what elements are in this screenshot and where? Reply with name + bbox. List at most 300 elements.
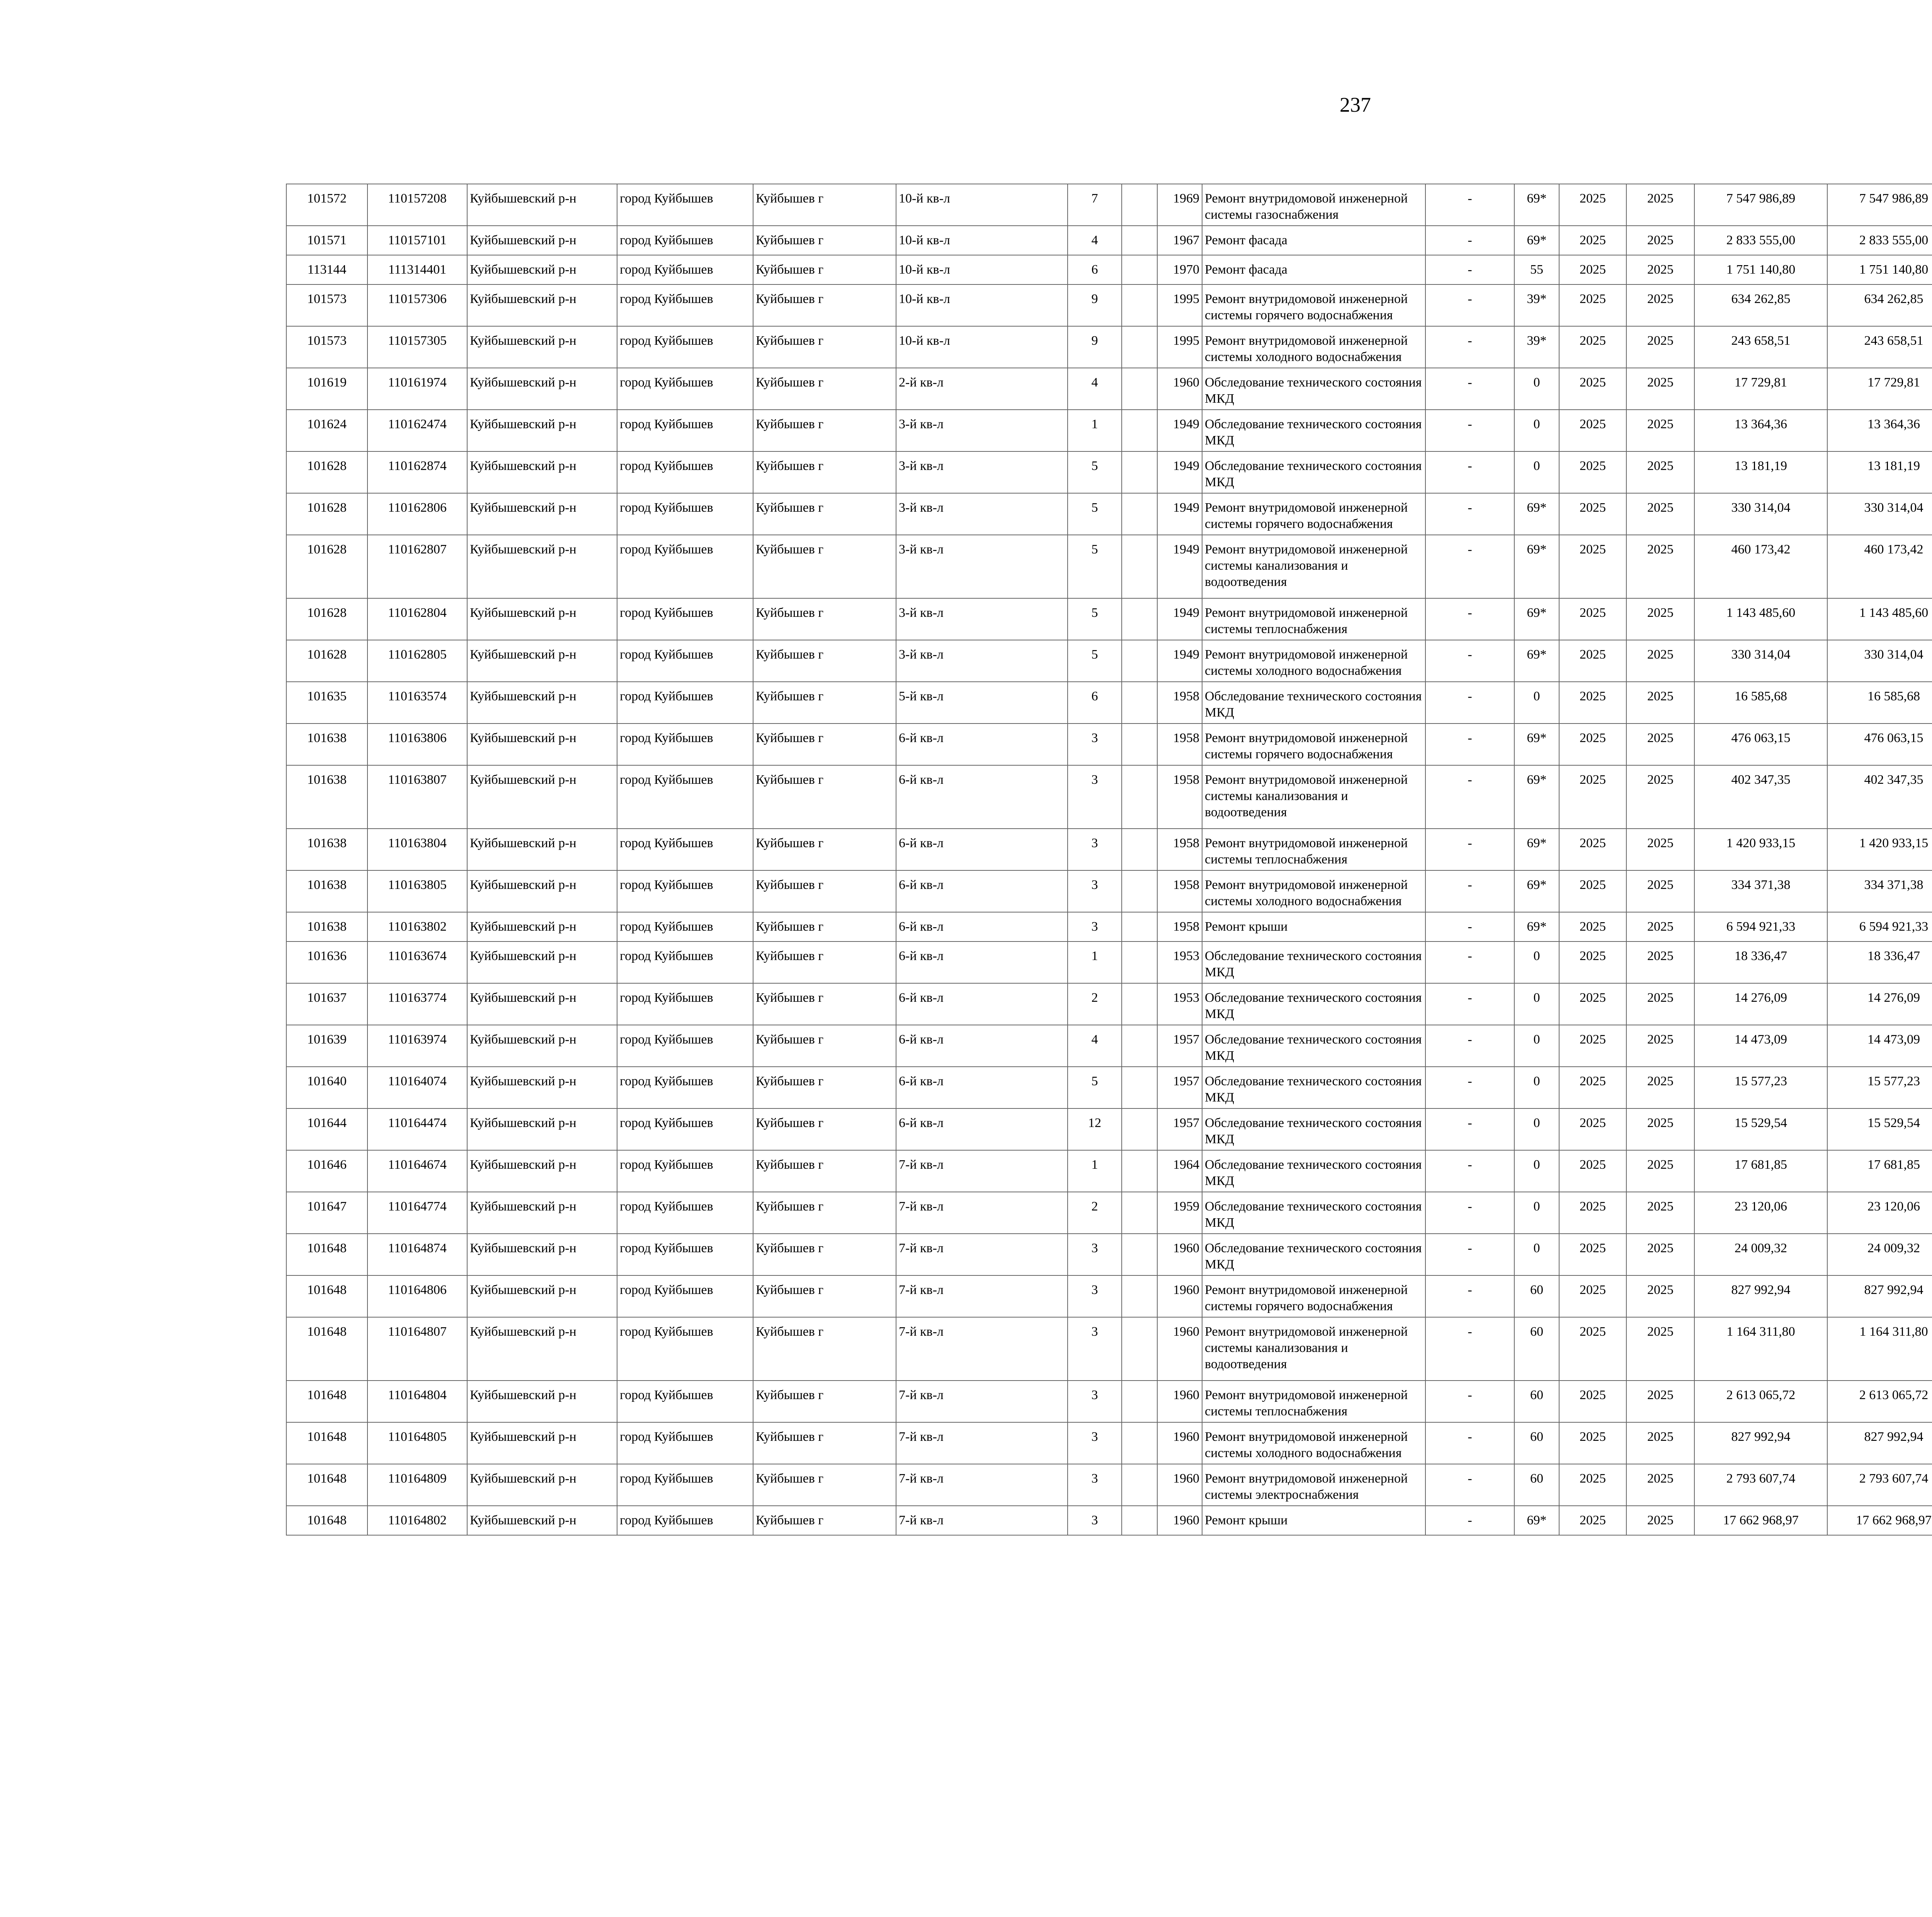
- table-cell: Куйбышевский р-н: [467, 829, 617, 870]
- table-cell: 334 371,38: [1827, 870, 1932, 912]
- table-cell: 476 063,15: [1694, 724, 1827, 765]
- table-cell: 0: [1514, 368, 1559, 410]
- table-cell: -: [1425, 682, 1514, 724]
- table-cell: [1122, 912, 1157, 941]
- table-cell: Куйбышевский р-н: [467, 682, 617, 724]
- table-cell: 110157306: [367, 284, 467, 326]
- table-cell: 60: [1514, 1464, 1559, 1506]
- table-cell: 330 314,04: [1827, 493, 1932, 535]
- table-cell: 13 364,36: [1694, 410, 1827, 451]
- table-cell: 9: [1068, 326, 1122, 368]
- table-cell: 5: [1068, 640, 1122, 682]
- table-cell: 14 473,09: [1694, 1025, 1827, 1067]
- table-cell: 0: [1514, 983, 1559, 1025]
- table-cell: 460 173,42: [1827, 535, 1932, 598]
- table-cell: 9: [1068, 284, 1122, 326]
- table-row: [286, 829, 1932, 870]
- table-cell: 330 314,04: [1694, 493, 1827, 535]
- table-cell: Куйбышев г: [753, 1108, 896, 1150]
- table-cell: город Куйбышев: [617, 1464, 753, 1506]
- table-cell: 17 729,81: [1694, 368, 1827, 410]
- table-row: [286, 493, 1932, 535]
- table-cell: 110162806: [367, 493, 467, 535]
- table-cell: -: [1425, 1192, 1514, 1234]
- table-cell: 3: [1068, 829, 1122, 870]
- table-cell: город Куйбышев: [617, 829, 753, 870]
- table-cell: Ремонт внутридомовой инженерной системы холодного водоснабжения: [1202, 1422, 1425, 1464]
- table-row: [286, 1025, 1932, 1067]
- table-cell: 55: [1514, 255, 1559, 284]
- table-cell: 3: [1068, 1275, 1122, 1317]
- table-cell: Куйбышевский р-н: [467, 226, 617, 255]
- table-cell: 101639: [286, 1025, 367, 1067]
- table-cell: 2 793 607,74: [1827, 1464, 1932, 1506]
- table-cell: Куйбышев г: [753, 410, 896, 451]
- table-cell: 2025: [1559, 226, 1626, 255]
- table-cell: 1 420 933,15: [1827, 829, 1932, 870]
- table-cell: Ремонт внутридомовой инженерной системы холодного водоснабжения: [1202, 640, 1425, 682]
- table-row: [286, 1150, 1932, 1192]
- table-cell: Ремонт фасада: [1202, 226, 1425, 255]
- table-cell: Куйбышевский р-н: [467, 1381, 617, 1422]
- table-cell: 1949: [1157, 493, 1202, 535]
- table-cell: 2025: [1559, 1317, 1626, 1381]
- table-cell: 0: [1514, 1108, 1559, 1150]
- table-cell: [1122, 1464, 1157, 1506]
- table-cell: 60: [1514, 1422, 1559, 1464]
- table-cell: 7: [1068, 184, 1122, 226]
- table-cell: 101648: [286, 1464, 367, 1506]
- table-cell: 2025: [1626, 1275, 1694, 1317]
- table-cell: Куйбышев г: [753, 226, 896, 255]
- table-cell: 7-й кв-л: [896, 1381, 1068, 1422]
- table-cell: 2025: [1559, 829, 1626, 870]
- table-cell: 2025: [1559, 535, 1626, 598]
- table-cell: 1960: [1157, 1275, 1202, 1317]
- table-cell: 2025: [1626, 765, 1694, 829]
- table-row: [286, 184, 1932, 226]
- table-cell: 6 594 921,33: [1827, 912, 1932, 941]
- table-cell: город Куйбышев: [617, 1234, 753, 1275]
- table-cell: 1949: [1157, 451, 1202, 493]
- table-cell: Куйбышевский р-н: [467, 1317, 617, 1381]
- table-cell: 5-й кв-л: [896, 682, 1068, 724]
- table-cell: Обследование технического состояния МКД: [1202, 1234, 1425, 1275]
- table-cell: 1 751 140,80: [1694, 255, 1827, 284]
- table-cell: 6-й кв-л: [896, 1108, 1068, 1150]
- table-cell: 101628: [286, 493, 367, 535]
- table-cell: город Куйбышев: [617, 1275, 753, 1317]
- table-cell: Куйбышевский р-н: [467, 451, 617, 493]
- table-cell: 110164674: [367, 1150, 467, 1192]
- table-cell: 6-й кв-л: [896, 765, 1068, 829]
- table-cell: 2025: [1626, 598, 1694, 640]
- table-cell: 1960: [1157, 368, 1202, 410]
- table-cell: -: [1425, 1025, 1514, 1067]
- table-cell: [1122, 410, 1157, 451]
- table-cell: 14 276,09: [1694, 983, 1827, 1025]
- table-cell: 402 347,35: [1827, 765, 1932, 829]
- table-cell: 3-й кв-л: [896, 598, 1068, 640]
- table-cell: Куйбышевский р-н: [467, 1150, 617, 1192]
- table-cell: [1122, 255, 1157, 284]
- table-cell: 110164074: [367, 1067, 467, 1108]
- table-cell: 0: [1514, 1234, 1559, 1275]
- table-cell: 827 992,94: [1694, 1275, 1827, 1317]
- table-cell: [1122, 284, 1157, 326]
- table-cell: Куйбышев г: [753, 1234, 896, 1275]
- table-cell: Куйбышев г: [753, 493, 896, 535]
- table-cell: 101644: [286, 1108, 367, 1150]
- table-cell: -: [1425, 1150, 1514, 1192]
- table-cell: город Куйбышев: [617, 1381, 753, 1422]
- table-row: [286, 1275, 1932, 1317]
- table-cell: 13 181,19: [1827, 451, 1932, 493]
- table-cell: Куйбышев г: [753, 1506, 896, 1535]
- table-cell: -: [1425, 1275, 1514, 1317]
- table-cell: 6-й кв-л: [896, 983, 1068, 1025]
- table-cell: 110163806: [367, 724, 467, 765]
- table-cell: 110163674: [367, 941, 467, 983]
- table-cell: 3: [1068, 724, 1122, 765]
- table-cell: 2025: [1626, 1067, 1694, 1108]
- table-cell: -: [1425, 724, 1514, 765]
- table-cell: Обследование технического состояния МКД: [1202, 410, 1425, 451]
- table-cell: -: [1425, 598, 1514, 640]
- table-cell: 2025: [1626, 284, 1694, 326]
- table-cell: 7-й кв-л: [896, 1464, 1068, 1506]
- table-cell: город Куйбышев: [617, 640, 753, 682]
- table-cell: 2 793 607,74: [1694, 1464, 1827, 1506]
- table-cell: 2025: [1559, 493, 1626, 535]
- table-cell: 3-й кв-л: [896, 640, 1068, 682]
- table-cell: город Куйбышев: [617, 368, 753, 410]
- table-cell: 2025: [1626, 1108, 1694, 1150]
- table-cell: [1122, 829, 1157, 870]
- table-cell: 634 262,85: [1827, 284, 1932, 326]
- table-cell: Куйбышев г: [753, 1150, 896, 1192]
- table-cell: 1957: [1157, 1025, 1202, 1067]
- table-cell: 2025: [1559, 1192, 1626, 1234]
- table-cell: 101624: [286, 410, 367, 451]
- table-cell: Ремонт внутридомовой инженерной системы канализования и водоотведения: [1202, 765, 1425, 829]
- table-cell: город Куйбышев: [617, 1506, 753, 1535]
- table-cell: [1122, 640, 1157, 682]
- table-cell: -: [1425, 1506, 1514, 1535]
- table-cell: 69*: [1514, 765, 1559, 829]
- table-cell: Куйбышевский р-н: [467, 1422, 617, 1464]
- table-cell: 1964: [1157, 1150, 1202, 1192]
- table-cell: Ремонт внутридомовой инженерной системы теплоснабжения: [1202, 829, 1425, 870]
- table-cell: 2025: [1559, 255, 1626, 284]
- table-cell: 2-й кв-л: [896, 368, 1068, 410]
- table-cell: 2025: [1626, 226, 1694, 255]
- table-row: [286, 226, 1932, 255]
- table-cell: 2025: [1559, 1234, 1626, 1275]
- table-cell: 1957: [1157, 1108, 1202, 1150]
- table-cell: 110162874: [367, 451, 467, 493]
- table-cell: 7-й кв-л: [896, 1234, 1068, 1275]
- table-cell: 1969: [1157, 184, 1202, 226]
- table-cell: 1958: [1157, 912, 1202, 941]
- table-cell: 113144: [286, 255, 367, 284]
- table-row: [286, 1234, 1932, 1275]
- table-cell: 5: [1068, 1067, 1122, 1108]
- table-cell: 1 164 311,80: [1827, 1317, 1932, 1381]
- table-cell: 110164807: [367, 1317, 467, 1381]
- table-cell: город Куйбышев: [617, 1422, 753, 1464]
- table-cell: 4: [1068, 1025, 1122, 1067]
- table-cell: Куйбышев г: [753, 829, 896, 870]
- table-cell: 110163974: [367, 1025, 467, 1067]
- table-cell: 110164804: [367, 1381, 467, 1422]
- table-cell: 17 662 968,97: [1827, 1506, 1932, 1535]
- table-cell: [1122, 368, 1157, 410]
- table-cell: [1122, 184, 1157, 226]
- table-cell: 39*: [1514, 284, 1559, 326]
- table-cell: [1122, 1108, 1157, 1150]
- table-cell: город Куйбышев: [617, 284, 753, 326]
- table-cell: 334 371,38: [1694, 870, 1827, 912]
- table-cell: 3-й кв-л: [896, 410, 1068, 451]
- table-cell: Куйбышев г: [753, 326, 896, 368]
- table-cell: 0: [1514, 1067, 1559, 1108]
- table-cell: 827 992,94: [1694, 1422, 1827, 1464]
- table-cell: 3-й кв-л: [896, 535, 1068, 598]
- table-cell: -: [1425, 870, 1514, 912]
- table-cell: 6-й кв-л: [896, 870, 1068, 912]
- table-cell: 110164805: [367, 1422, 467, 1464]
- table-cell: 110162474: [367, 410, 467, 451]
- table-cell: 402 347,35: [1694, 765, 1827, 829]
- table-cell: [1122, 1422, 1157, 1464]
- table-cell: 2025: [1559, 765, 1626, 829]
- table-cell: 110157305: [367, 326, 467, 368]
- table-cell: Куйбышевский р-н: [467, 326, 617, 368]
- table-cell: 60: [1514, 1381, 1559, 1422]
- table-cell: 110164806: [367, 1275, 467, 1317]
- table-cell: Куйбышевский р-н: [467, 410, 617, 451]
- table-row: [286, 870, 1932, 912]
- table-cell: [1122, 1506, 1157, 1535]
- table-cell: 69*: [1514, 912, 1559, 941]
- table-cell: Куйбышевский р-н: [467, 983, 617, 1025]
- table-cell: 6 594 921,33: [1694, 912, 1827, 941]
- table-cell: 12: [1068, 1108, 1122, 1150]
- table-cell: 6-й кв-л: [896, 1025, 1068, 1067]
- table-cell: Обследование технического состояния МКД: [1202, 941, 1425, 983]
- table-row: [286, 1067, 1932, 1108]
- table-cell: 69*: [1514, 829, 1559, 870]
- table-cell: 18 336,47: [1694, 941, 1827, 983]
- table-cell: 101648: [286, 1422, 367, 1464]
- table-cell: 101619: [286, 368, 367, 410]
- table-cell: Куйбышевский р-н: [467, 284, 617, 326]
- table-cell: 2: [1068, 1192, 1122, 1234]
- table-cell: Куйбышев г: [753, 724, 896, 765]
- table-cell: Куйбышев г: [753, 535, 896, 598]
- table-cell: город Куйбышев: [617, 1150, 753, 1192]
- table-cell: 101647: [286, 1192, 367, 1234]
- table-row: [286, 1317, 1932, 1381]
- table-cell: город Куйбышев: [617, 451, 753, 493]
- table-cell: 7-й кв-л: [896, 1506, 1068, 1535]
- table-cell: 110162804: [367, 598, 467, 640]
- table-cell: 110164874: [367, 1234, 467, 1275]
- table-cell: 7-й кв-л: [896, 1422, 1068, 1464]
- table-cell: 15 577,23: [1694, 1067, 1827, 1108]
- table-cell: 69*: [1514, 870, 1559, 912]
- table-cell: 2025: [1559, 368, 1626, 410]
- table-cell: город Куйбышев: [617, 983, 753, 1025]
- table-cell: 2025: [1626, 1150, 1694, 1192]
- table-cell: 2025: [1559, 598, 1626, 640]
- table-cell: Ремонт крыши: [1202, 912, 1425, 941]
- table-cell: 3: [1068, 1317, 1122, 1381]
- capital-repair-table: [286, 184, 1932, 1536]
- table-cell: 2025: [1626, 368, 1694, 410]
- table-row: [286, 983, 1932, 1025]
- table-cell: Ремонт фасада: [1202, 255, 1425, 284]
- table-row: [286, 255, 1932, 284]
- table-row: [286, 326, 1932, 368]
- table-row: [286, 941, 1932, 983]
- table-cell: 3: [1068, 1464, 1122, 1506]
- table-cell: 10-й кв-л: [896, 255, 1068, 284]
- table-cell: Куйбышев г: [753, 640, 896, 682]
- table-cell: Ремонт внутридомовой инженерной системы канализования и водоотведения: [1202, 535, 1425, 598]
- table-cell: 2025: [1559, 640, 1626, 682]
- table-cell: 69*: [1514, 184, 1559, 226]
- table-cell: 110163574: [367, 682, 467, 724]
- table-cell: 2025: [1626, 912, 1694, 941]
- table-cell: Ремонт внутридомовой инженерной системы канализования и водоотведения: [1202, 1317, 1425, 1381]
- table-cell: 2025: [1626, 1234, 1694, 1275]
- table-cell: 60: [1514, 1317, 1559, 1381]
- table-cell: Обследование технического состояния МКД: [1202, 1108, 1425, 1150]
- table-cell: 5: [1068, 451, 1122, 493]
- table-cell: 2025: [1559, 1275, 1626, 1317]
- table-cell: город Куйбышев: [617, 598, 753, 640]
- table-cell: 18 336,47: [1827, 941, 1932, 983]
- table-cell: 2: [1068, 983, 1122, 1025]
- table-cell: 15 577,23: [1827, 1067, 1932, 1108]
- table-cell: Куйбышев г: [753, 255, 896, 284]
- table-cell: 101640: [286, 1067, 367, 1108]
- table-cell: 2025: [1626, 724, 1694, 765]
- table-cell: 23 120,06: [1694, 1192, 1827, 1234]
- table-cell: 2025: [1559, 1025, 1626, 1067]
- table-cell: 1958: [1157, 724, 1202, 765]
- table-cell: 1 751 140,80: [1827, 255, 1932, 284]
- table-cell: Ремонт крыши: [1202, 1506, 1425, 1535]
- table-cell: 101571: [286, 226, 367, 255]
- table-row: [286, 1192, 1932, 1234]
- table-cell: 476 063,15: [1827, 724, 1932, 765]
- table-cell: 0: [1514, 941, 1559, 983]
- table-cell: 2025: [1559, 326, 1626, 368]
- table-cell: 4: [1068, 368, 1122, 410]
- table-cell: Куйбышевский р-н: [467, 1067, 617, 1108]
- table-cell: 3: [1068, 870, 1122, 912]
- table-row: [286, 912, 1932, 941]
- table-cell: 0: [1514, 1192, 1559, 1234]
- table-cell: -: [1425, 1108, 1514, 1150]
- table-cell: Куйбышев г: [753, 451, 896, 493]
- table-cell: [1122, 765, 1157, 829]
- table-row: [286, 451, 1932, 493]
- table-cell: 2025: [1626, 1506, 1694, 1535]
- table-cell: город Куйбышев: [617, 1025, 753, 1067]
- table-cell: Куйбышев г: [753, 1067, 896, 1108]
- table-cell: город Куйбышев: [617, 1067, 753, 1108]
- table-cell: 2025: [1559, 682, 1626, 724]
- table-cell: город Куйбышев: [617, 535, 753, 598]
- table-row: [286, 682, 1932, 724]
- table-cell: 2025: [1559, 1464, 1626, 1506]
- table-cell: 101638: [286, 829, 367, 870]
- table-cell: 2025: [1559, 870, 1626, 912]
- table-cell: 1960: [1157, 1506, 1202, 1535]
- table-cell: 24 009,32: [1694, 1234, 1827, 1275]
- table-cell: 101628: [286, 640, 367, 682]
- table-cell: Куйбышевский р-н: [467, 368, 617, 410]
- table-cell: 1960: [1157, 1317, 1202, 1381]
- table-cell: Куйбышевский р-н: [467, 1234, 617, 1275]
- table-cell: 69*: [1514, 226, 1559, 255]
- table-cell: город Куйбышев: [617, 255, 753, 284]
- table-cell: 17 681,85: [1827, 1150, 1932, 1192]
- table-cell: 1995: [1157, 326, 1202, 368]
- table-cell: 2025: [1626, 983, 1694, 1025]
- table-cell: 101637: [286, 983, 367, 1025]
- table-cell: 2025: [1626, 1025, 1694, 1067]
- table-cell: Обследование технического состояния МКД: [1202, 983, 1425, 1025]
- table-cell: 2025: [1559, 1422, 1626, 1464]
- table-cell: 1953: [1157, 941, 1202, 983]
- table-cell: -: [1425, 1317, 1514, 1381]
- table-cell: Куйбышевский р-н: [467, 1464, 617, 1506]
- table-cell: 1949: [1157, 535, 1202, 598]
- table-cell: Куйбышев г: [753, 983, 896, 1025]
- table-cell: 1 143 485,60: [1694, 598, 1827, 640]
- table-cell: Обследование технического состояния МКД: [1202, 451, 1425, 493]
- table-cell: 330 314,04: [1827, 640, 1932, 682]
- table-cell: 14 276,09: [1827, 983, 1932, 1025]
- table-cell: 101638: [286, 765, 367, 829]
- table-cell: 1958: [1157, 682, 1202, 724]
- table-cell: Куйбышевский р-н: [467, 724, 617, 765]
- table-cell: 634 262,85: [1694, 284, 1827, 326]
- table-cell: 16 585,68: [1694, 682, 1827, 724]
- table-cell: -: [1425, 941, 1514, 983]
- table-cell: -: [1425, 226, 1514, 255]
- table-cell: Куйбышевский р-н: [467, 640, 617, 682]
- table-cell: Куйбышев г: [753, 1192, 896, 1234]
- table-cell: 1967: [1157, 226, 1202, 255]
- table-cell: 2025: [1626, 1464, 1694, 1506]
- table-cell: -: [1425, 284, 1514, 326]
- table-cell: [1122, 226, 1157, 255]
- table-cell: 1959: [1157, 1192, 1202, 1234]
- table-cell: 2 613 065,72: [1694, 1381, 1827, 1422]
- table-cell: 101638: [286, 870, 367, 912]
- table-cell: [1122, 493, 1157, 535]
- table-cell: 2025: [1626, 1381, 1694, 1422]
- table-cell: 101573: [286, 284, 367, 326]
- table-cell: Куйбышевский р-н: [467, 1025, 617, 1067]
- table-cell: 69*: [1514, 640, 1559, 682]
